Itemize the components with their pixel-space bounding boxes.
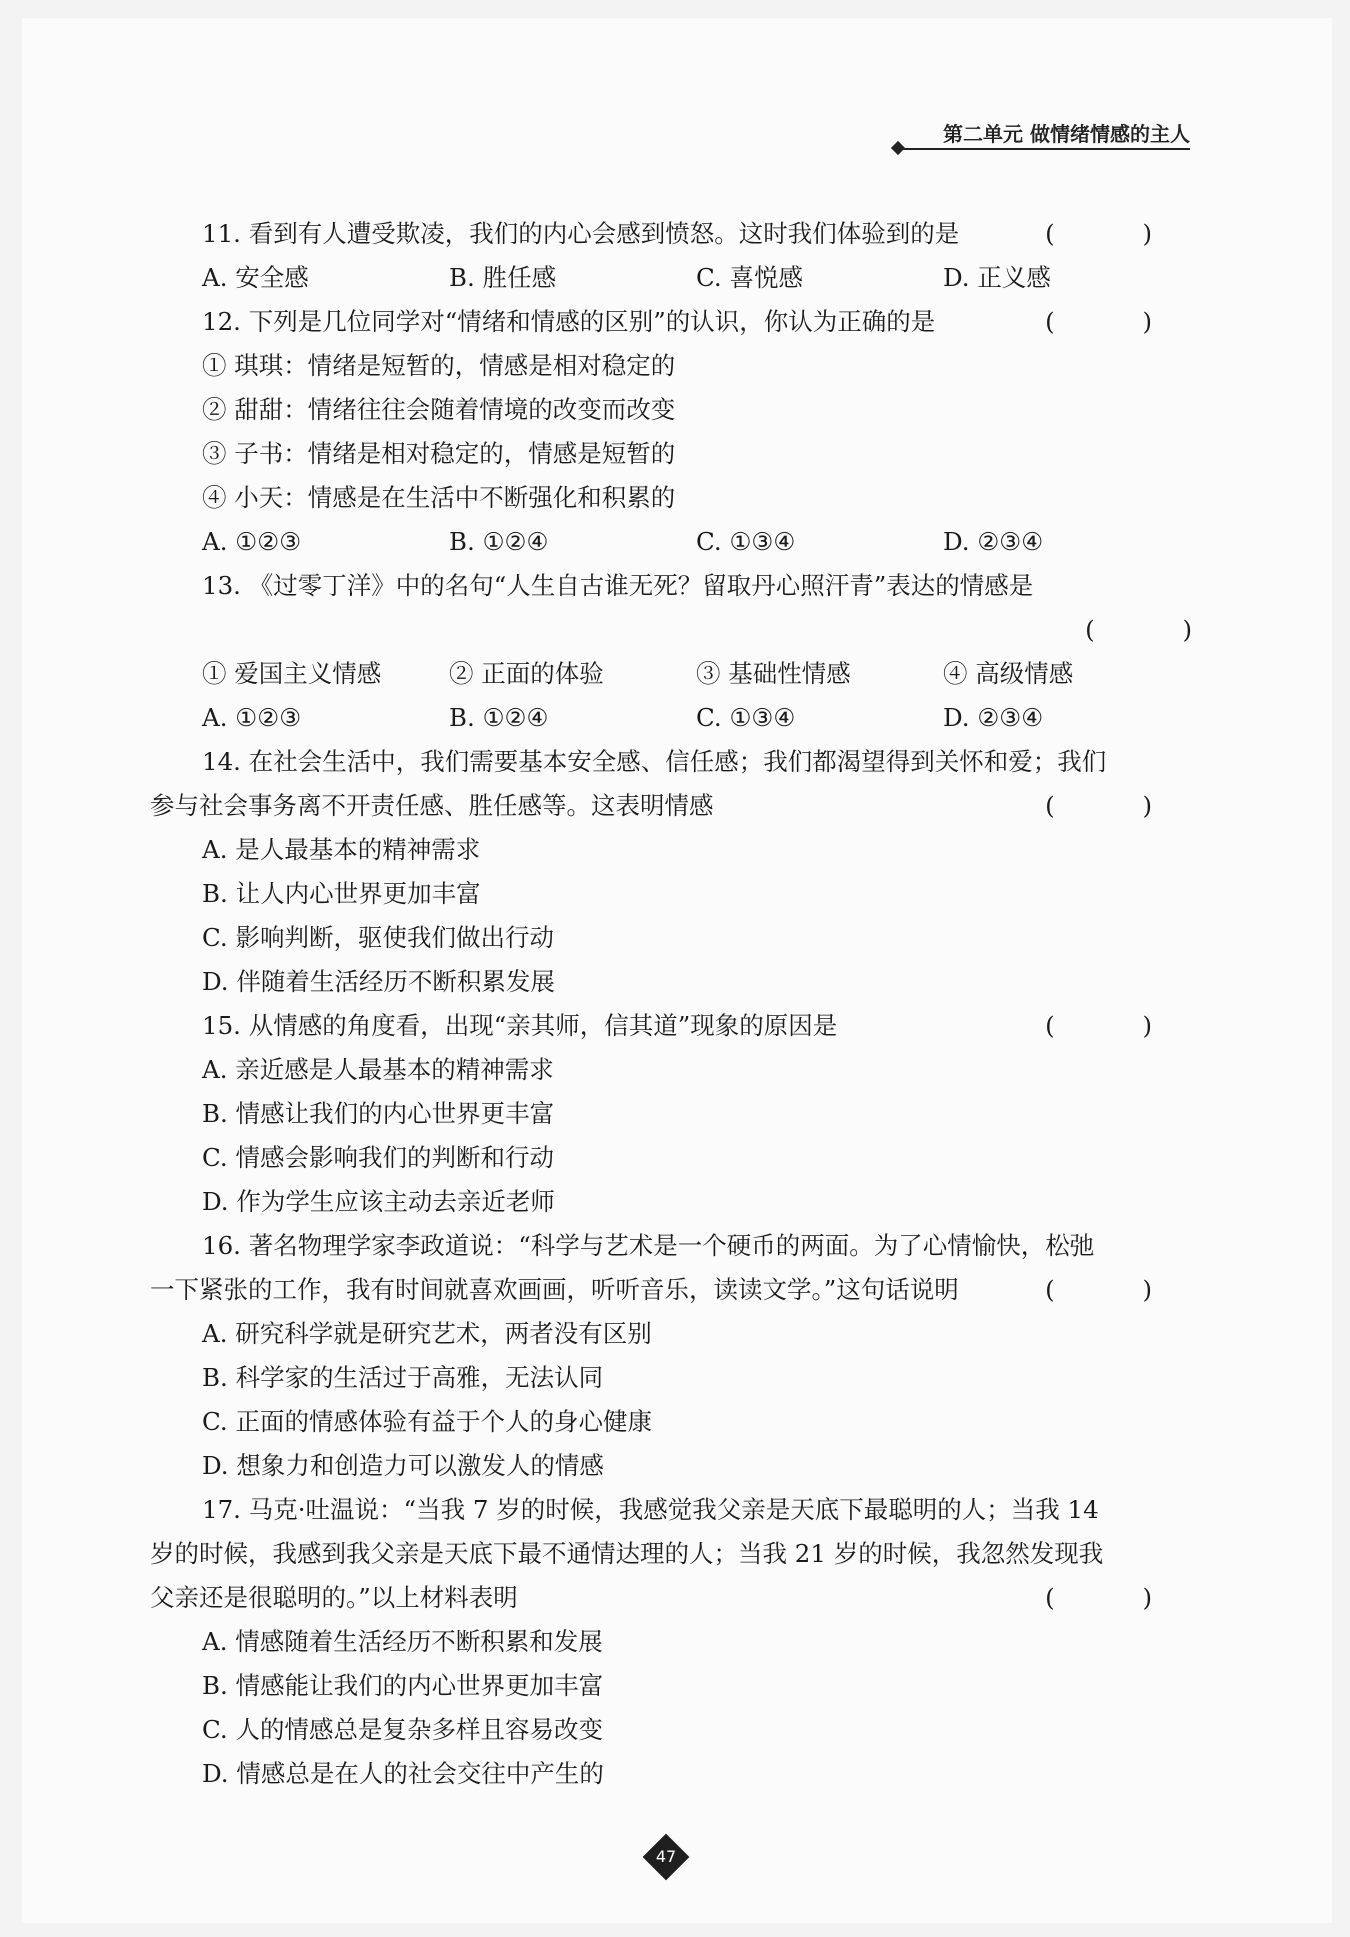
- question-stem: 15. 从情感的角度看，出现“亲其师，信其道”现象的原因是: [202, 1011, 838, 1040]
- option: C. 人的情感总是复杂多样且容易改变: [202, 1715, 603, 1744]
- question-11: [150, 212, 1192, 256]
- option: A. 安全感: [202, 263, 309, 292]
- question-17-cont: [150, 1576, 1192, 1620]
- option: C. ①③④: [696, 527, 796, 556]
- statement-item: ③ 子书：情绪是相对稳定的，情感是短暂的: [202, 439, 676, 468]
- options-row: [150, 696, 1192, 740]
- question-16-cont: [150, 1268, 1192, 1312]
- option: B. 让人内心世界更加丰富: [202, 879, 481, 908]
- option: C. 喜悦感: [696, 263, 803, 292]
- question-stem: 13. 《过零丁洋》中的名句“人生自古谁无死？留取丹心照汗青”表达的情感是: [202, 571, 1034, 600]
- option: B. 情感能让我们的内心世界更加丰富: [202, 1671, 604, 1700]
- answer-blank: ( ): [1085, 615, 1232, 644]
- question-17-cont: [150, 1532, 1192, 1576]
- question-16: [150, 1224, 1192, 1268]
- question-stem-line: 岁的时候，我感到我父亲是天底下最不通情达理的人；当我 21 岁的时候，我忽然发现我: [150, 1539, 1104, 1568]
- question-stem: 12. 下列是几位同学对“情绪和情感的区别”的认识，你认为正确的是: [202, 307, 936, 336]
- statement-item: ① 琪琪：情绪是短暂的，情感是相对稳定的: [202, 351, 676, 380]
- option: A. 研究科学就是研究艺术，两者没有区别: [202, 1319, 652, 1348]
- statement-item: ④ 高级情感: [943, 659, 1074, 688]
- option: A. 是人最基本的精神需求: [202, 835, 481, 864]
- page-number-badge: [643, 1834, 689, 1880]
- option: D. ②③④: [943, 703, 1044, 732]
- statement-item: ① 爱国主义情感: [202, 659, 382, 688]
- question-15: [150, 1004, 1192, 1048]
- option: A. 亲近感是人最基本的精神需求: [202, 1055, 554, 1084]
- option: D. 正义感: [943, 263, 1051, 292]
- question-stem-line: 参与社会事务离不开责任感、胜任感等。这表明情感: [150, 791, 714, 820]
- question-list: [150, 212, 1232, 1796]
- option: B. 情感让我们的内心世界更丰富: [202, 1099, 555, 1128]
- option: D. 情感总是在人的社会交往中产生的: [202, 1759, 604, 1788]
- question-stem-line: 一下紧张的工作，我有时间就喜欢画画，听听音乐，读读文学。”这句话说明: [150, 1275, 959, 1304]
- option: C. 情感会影响我们的判断和行动: [202, 1143, 554, 1172]
- question-12: [150, 300, 1192, 344]
- question-stem: 11. 看到有人遭受欺凌，我们的内心会感到愤怒。这时我们体验到的是: [202, 219, 960, 248]
- statement-item: ② 甜甜：情绪往往会随着情境的改变而改变: [202, 395, 676, 424]
- question-stem-line: 17. 马克·吐温说：“当我 7 岁的时候，我感觉我父亲是天底下最聪明的人；当我 14: [202, 1495, 1099, 1524]
- answer-blank: ( ): [1045, 1583, 1192, 1612]
- option: B. ①②④: [449, 703, 549, 732]
- option: A. ①②③: [202, 527, 302, 556]
- option: B. 胜任感: [449, 263, 557, 292]
- option: D. 作为学生应该主动去亲近老师: [202, 1187, 555, 1216]
- statement-item: ② 正面的体验: [449, 659, 604, 688]
- option: B. ①②④: [449, 527, 549, 556]
- option: D. 伴随着生活经历不断积累发展: [202, 967, 555, 996]
- option: C. ①③④: [696, 703, 796, 732]
- question-stem-line: 16. 著名物理学家李政道说：“科学与艺术是一个硬币的两面。为了心情愉快，松弛: [202, 1231, 1095, 1260]
- question-13: [150, 564, 1192, 608]
- question-17: [150, 1488, 1192, 1532]
- option: D. ②③④: [943, 527, 1044, 556]
- answer-blank: ( ): [1045, 307, 1192, 336]
- question-14: [150, 740, 1192, 784]
- option: C. 影响判断，驱使我们做出行动: [202, 923, 554, 952]
- question-stem-line: 父亲还是很聪明的。”以上材料表明: [150, 1583, 518, 1612]
- option: C. 正面的情感体验有益于个人的身心健康: [202, 1407, 652, 1436]
- unit-header: 第二单元 做情绪情感的主人: [943, 122, 1190, 146]
- answer-blank: ( ): [1045, 1011, 1192, 1040]
- statement-item: ③ 基础性情感: [696, 659, 851, 688]
- option: B. 科学家的生活过于高雅，无法认同: [202, 1363, 604, 1392]
- option: A. ①②③: [202, 703, 302, 732]
- statement-row: [150, 652, 1192, 696]
- options-row: [150, 520, 1192, 564]
- header-rule: [900, 148, 1190, 150]
- options-row: [150, 256, 1192, 300]
- statement-item: ④ 小天：情感是在生活中不断强化和积累的: [202, 483, 676, 512]
- answer-blank: ( ): [1045, 1275, 1192, 1304]
- question-stem-line: 14. 在社会生活中，我们需要基本安全感、信任感；我们都渴望得到关怀和爱；我们: [202, 747, 1107, 776]
- option: A. 情感随着生活经历不断积累和发展: [202, 1627, 603, 1656]
- question-14-cont: [150, 784, 1192, 828]
- answer-blank: ( ): [1045, 219, 1192, 248]
- answer-blank: ( ): [1045, 791, 1192, 820]
- option: D. 想象力和创造力可以激发人的情感: [202, 1451, 604, 1480]
- page-number: 47: [655, 1847, 677, 1866]
